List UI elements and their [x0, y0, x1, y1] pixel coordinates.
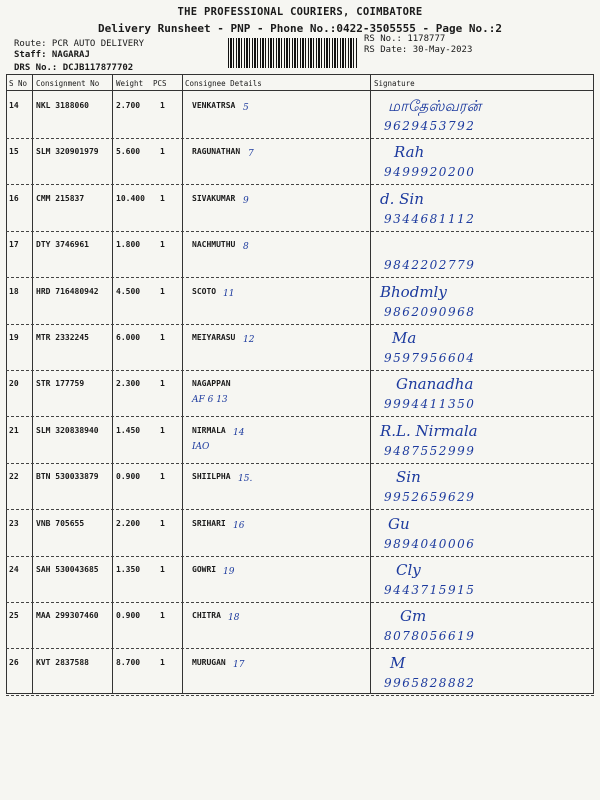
row-consignee-name: RAGUNATHAN — [192, 147, 241, 157]
route-label: Route: PCR AUTO DELIVERY — [14, 39, 145, 49]
row-signature: Sin — [396, 468, 421, 487]
row-sno: 26 — [9, 657, 19, 667]
table-row — [6, 650, 594, 696]
row-pcs: 1 — [160, 565, 165, 574]
row-sno: 25 — [9, 611, 19, 621]
row-pcs: 1 — [160, 286, 165, 296]
row-sno: 14 — [9, 101, 19, 110]
row-handwritten-phone: 9487552999 — [384, 443, 476, 458]
staff-label: Staff: NAGARAJ — [14, 50, 90, 60]
row-consignment-no: HRD 716480942 — [36, 286, 99, 296]
col-weight: Weight — [116, 79, 144, 88]
row-pcs: 1 — [160, 425, 165, 435]
row-weight: 0.900 — [116, 472, 141, 482]
row-handwritten-phone: 9952659629 — [384, 490, 476, 505]
row-sno: 16 — [9, 193, 19, 203]
row-sno: 22 — [9, 472, 19, 482]
row-sno: 17 — [9, 240, 19, 250]
table-row — [6, 371, 594, 417]
row-signature: d. Sin — [380, 189, 424, 208]
row-consignee-name: CHITRA — [192, 611, 221, 621]
barcode — [228, 38, 358, 68]
col-consignee: Consignee Details — [185, 79, 262, 88]
row-consignee-name: SRIHARI — [192, 518, 226, 528]
table-row — [6, 232, 594, 278]
row-pcs: 1 — [160, 147, 165, 157]
document-subtitle: Delivery Runsheet - PNP - Phone No.:0422-3505555 - Page No.:2 — [98, 22, 502, 35]
row-handwritten-mark: 9 — [243, 195, 249, 206]
row-consignment-no: DTY 3746961 — [36, 240, 89, 250]
row-consignment-no: NKL 3188060 — [36, 101, 89, 110]
row-weight: 2.300 — [116, 379, 141, 389]
row-handwritten-mark: 8 — [243, 242, 249, 253]
row-weight: 10.400 — [116, 193, 145, 203]
row-pcs: 1 — [160, 611, 165, 621]
col-consignment: Consignment No — [36, 79, 100, 88]
row-consignee-name: NAGAPPAN — [192, 379, 231, 389]
row-handwritten-note: IAO — [192, 441, 210, 452]
row-weight: 2.700 — [116, 101, 141, 110]
table-row — [6, 93, 594, 139]
row-consignee-name: MEIYARASU — [192, 333, 236, 342]
row-handwritten-mark: 5 — [243, 103, 249, 113]
row-consignee-name: NACHMUTHU — [192, 240, 236, 250]
col-sno: S No — [9, 79, 28, 88]
rs-number: RS No.: 1178777 — [364, 34, 446, 44]
table-row — [6, 557, 594, 603]
row-sno: 19 — [9, 333, 19, 342]
row-handwritten-phone: 9443715915 — [384, 583, 476, 597]
row-consignment-no: CMM 215837 — [36, 193, 85, 203]
row-pcs: 1 — [160, 472, 165, 482]
row-consignment-no: STR 177759 — [36, 379, 85, 389]
row-pcs: 1 — [160, 379, 165, 389]
row-sno: 23 — [9, 518, 19, 528]
row-weight: 1.800 — [116, 240, 141, 250]
row-handwritten-phone: 9499920200 — [384, 165, 476, 180]
row-signature: Gnanadha — [396, 375, 474, 394]
row-signature: Gm — [400, 607, 427, 626]
row-separator — [6, 695, 594, 696]
row-consignee-name: NIRMALA — [192, 425, 226, 435]
row-weight: 0.900 — [116, 611, 141, 621]
row-consignment-no: MAA 299307460 — [36, 611, 99, 621]
row-consignment-no: KVT 2837588 — [36, 657, 89, 667]
row-sno: 18 — [9, 286, 19, 296]
table-row — [6, 511, 594, 557]
row-handwritten-mark: 18 — [228, 613, 240, 624]
row-handwritten-mark: 16 — [233, 520, 245, 531]
row-weight: 8.700 — [116, 657, 141, 667]
row-handwritten-mark: 15. — [238, 474, 253, 485]
row-consignee-name: GOWRI — [192, 565, 217, 574]
row-pcs: 1 — [160, 518, 165, 528]
table-row — [6, 279, 594, 325]
row-weight: 5.600 — [116, 147, 141, 157]
row-weight: 1.350 — [116, 565, 141, 574]
row-handwritten-phone: 9965828882 — [384, 675, 476, 690]
row-sno: 21 — [9, 425, 19, 435]
row-consignee-name: SHIILPHA — [192, 472, 231, 482]
table-row — [6, 139, 594, 185]
table-row — [6, 464, 594, 510]
row-weight: 6.000 — [116, 333, 141, 342]
row-handwritten-mark: 7 — [248, 149, 254, 160]
row-handwritten-phone: 9842202779 — [384, 258, 476, 273]
row-signature: மாதேஸ்வரன் — [388, 97, 482, 115]
row-handwritten-mark: 17 — [233, 659, 245, 670]
row-weight: 4.500 — [116, 286, 141, 296]
row-pcs: 1 — [160, 333, 165, 342]
row-signature: Ma — [392, 329, 417, 347]
row-signature: M — [390, 653, 406, 672]
row-consignee-name: MURUGAN — [192, 657, 226, 667]
row-handwritten-phone: 8078056619 — [384, 629, 476, 644]
row-pcs: 1 — [160, 657, 165, 667]
row-sno: 20 — [9, 379, 19, 389]
table-row — [6, 603, 594, 649]
row-signature: Gu — [388, 514, 410, 533]
row-signature: Cly — [396, 561, 421, 579]
col-pcs: PCS — [153, 79, 167, 88]
row-handwritten-phone: 9994411350 — [384, 397, 476, 412]
row-signature: Rah — [394, 143, 425, 162]
row-consignment-no: SAH 530043685 — [36, 565, 99, 574]
rs-date: RS Date: 30-May-2023 — [364, 45, 473, 55]
row-pcs: 1 — [160, 193, 165, 203]
row-handwritten-phone: 9894040006 — [384, 536, 476, 551]
row-sno: 24 — [9, 565, 19, 574]
row-consignment-no: VNB 705655 — [36, 518, 85, 528]
row-handwritten-mark: 19 — [223, 567, 235, 577]
row-consignee-name: SCOTO — [192, 286, 217, 296]
row-pcs: 1 — [160, 101, 165, 110]
table-row — [6, 325, 594, 371]
row-handwritten-mark: 11 — [223, 288, 235, 299]
row-signature: Bhodmly — [380, 282, 447, 301]
table-row — [6, 186, 594, 232]
row-consignee-name: VENKATRSA — [192, 101, 236, 110]
col-signature: Signature — [374, 79, 415, 88]
row-handwritten-phone: 9597956604 — [384, 351, 476, 365]
row-handwritten-mark: 12 — [243, 335, 255, 345]
row-handwritten-phone: 9344681112 — [384, 211, 476, 226]
row-consignment-no: SLM 320838940 — [36, 425, 99, 435]
row-consignment-no: MTR 2332245 — [36, 333, 89, 342]
row-weight: 1.450 — [116, 425, 141, 435]
drs-number: DRS No.: DCJB117877702 — [14, 63, 134, 73]
row-sno: 15 — [9, 147, 19, 157]
table-row — [6, 418, 594, 464]
row-weight: 2.200 — [116, 518, 141, 528]
runsheet-table — [6, 74, 594, 694]
row-handwritten-note: AF 6 13 — [192, 395, 228, 406]
row-handwritten-phone: 9862090968 — [384, 304, 476, 319]
row-consignment-no: SLM 320901979 — [36, 147, 99, 157]
row-handwritten-mark: 14 — [233, 427, 245, 438]
document-title: THE PROFESSIONAL COURIERS, COIMBATORE — [177, 6, 423, 18]
row-consignment-no: BTN 530033879 — [36, 472, 99, 482]
row-signature: R.L. Nirmala — [380, 421, 478, 440]
row-pcs: 1 — [160, 240, 165, 250]
row-handwritten-phone: 9629453792 — [384, 119, 476, 133]
row-consignee-name: SIVAKUMAR — [192, 193, 236, 203]
